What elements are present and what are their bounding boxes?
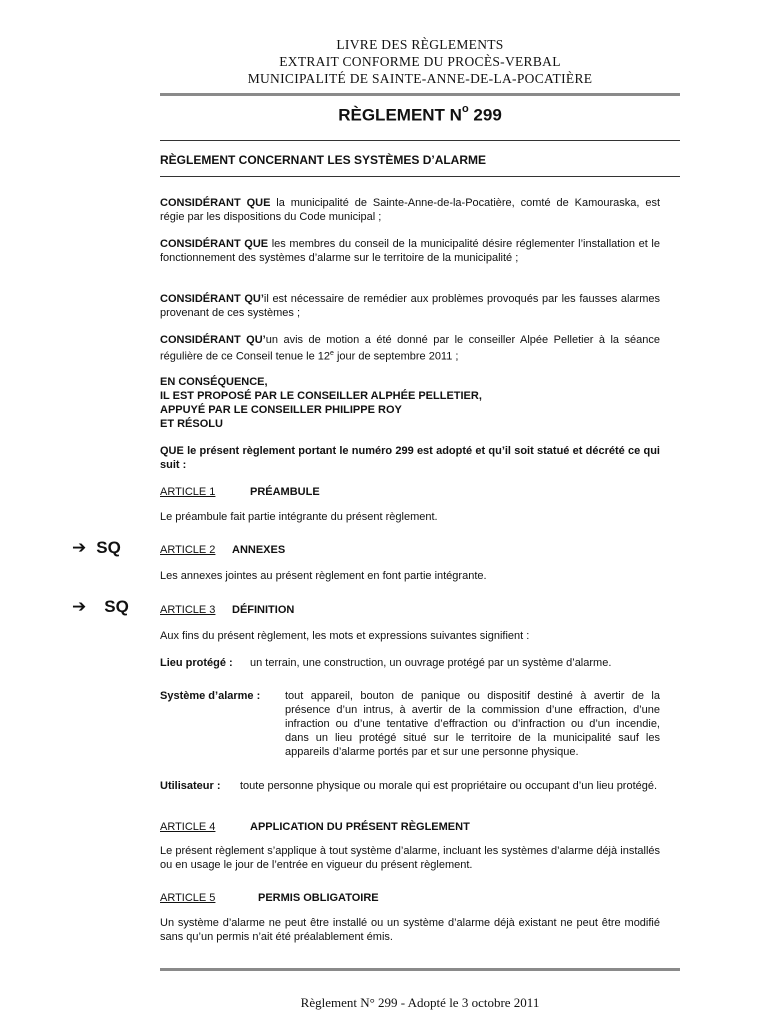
considerant-tail: jour de septembre 2011 ; <box>333 350 459 363</box>
definition-text: toute personne physique ou morale qui est propriétaire ou occupant d’un lieu protégé. <box>240 780 658 792</box>
header-line-1: LIVRE DES RÈGLEMENTS <box>336 37 504 52</box>
considerant-2 <box>160 237 660 265</box>
article-4-body: Le présent règlement s’applique à tout système d’alarme, incluant les systèmes d’alarme déjà installés ou en usage le jour de l’entrée en vigueur du présent règlement. <box>160 845 660 871</box>
side-marker-label: SQ <box>104 597 129 616</box>
article-number: ARTICLE 3 <box>160 604 216 616</box>
title-text: RÈGLEMENT N <box>338 105 462 125</box>
page-title <box>160 105 680 126</box>
title-number: 299 <box>468 105 502 125</box>
header-divider <box>160 93 680 96</box>
side-marker-article-2 <box>72 538 121 558</box>
article-2-heading <box>160 543 286 557</box>
header-line-2: EXTRAIT CONFORME DU PROCÈS-VERBAL <box>279 54 561 69</box>
side-marker-label: SQ <box>96 538 121 557</box>
footer-divider <box>160 968 680 971</box>
header-line-3: MUNICIPALITÉ DE SAINTE-ANNE-DE-LA-POCATIÈRE <box>247 71 593 86</box>
adoption-statement: QUE le présent règlement portant le numéro 299 est adopté et qu’il soit statué et décrété ce qui suit : <box>160 445 660 471</box>
right-arrow-icon: ➔ <box>72 538 87 557</box>
considerant-lead: CONSIDÉRANT QUE <box>160 197 271 209</box>
article-4-heading <box>160 820 470 834</box>
definition-text: tout appareil, bouton de panique ou dispositif destiné à avertir de la présence d’un intrus, à avertir de la commission d’une effraction, d’une infraction ou d’une tentative d’effraction ou d’infraction ou d’un incendie, dans un lieu protégé situé sur le territoire de la municipalité sauf les appareils d’alarme portés par et sur une personne physique. <box>285 690 660 758</box>
page-footer: Règlement N° 299 - Adopté le 3 octobre 2011 <box>300 995 540 1010</box>
consequence-line-4: ET RÉSOLU <box>160 418 223 430</box>
considerant-3 <box>160 292 660 320</box>
article-title: ANNEXES <box>232 544 286 556</box>
considerant-text: les membres du conseil de la municipalité désire réglementer l’installation et le fonctionnement des systèmes d’alarme sur le territoire de la municipalité ; <box>160 238 660 264</box>
title-divider <box>160 140 680 141</box>
subtitle-divider <box>160 176 680 177</box>
article-title: APPLICATION DU PRÉSENT RÈGLEMENT <box>250 821 470 833</box>
considerant-lead: CONSIDÉRANT QUE <box>160 238 269 250</box>
considerant-superscript: e <box>330 350 334 357</box>
side-marker-article-3 <box>72 597 129 617</box>
document-header <box>160 36 680 87</box>
article-number: ARTICLE 4 <box>160 821 216 833</box>
article-number: ARTICLE 2 <box>160 544 216 556</box>
consequence-block <box>160 375 660 431</box>
right-arrow-icon: ➔ <box>72 597 87 616</box>
document-subtitle: RÈGLEMENT CONCERNANT LES SYSTÈMES D’ALARME <box>160 153 487 167</box>
definition-term: Lieu protégé : <box>160 657 233 669</box>
definition-term: Utilisateur : <box>160 780 221 792</box>
considerant-lead: CONSIDÉRANT QU’ <box>160 293 264 305</box>
consequence-line-1: EN CONSÉQUENCE, <box>160 376 268 388</box>
article-3-heading <box>160 603 295 617</box>
consequence-line-3: APPUYÉ PAR LE CONSEILLER PHILIPPE ROY <box>160 404 402 416</box>
article-title: PERMIS OBLIGATOIRE <box>258 892 379 904</box>
considerant-4 <box>160 333 660 364</box>
title-superscript: o <box>461 103 469 115</box>
article-5-heading <box>160 891 379 905</box>
consequence-line-2: IL EST PROPOSÉ PAR LE CONSEILLER ALPHÉE PELLETIER, <box>160 390 482 402</box>
considerant-text: un avis de motion a été donné par le conseiller Alpée Pelletier à la séance régulière de ce Conseil tenue le 12 <box>160 334 660 363</box>
article-5-body: Un système d’alarme ne peut être installé ou un système d’alarme déjà existant ne peut être modifié sans qu’un permis n’ait été préalablement émis. <box>160 917 660 943</box>
considerant-text: la municipalité de Sainte-Anne-de-la-Pocatière, comté de Kamouraska, est régie par les dispositions du Code municipal ; <box>160 197 660 223</box>
article-3-body: Aux fins du présent règlement, les mots et expressions suivantes signifient : <box>160 630 530 642</box>
article-title: DÉFINITION <box>232 604 295 616</box>
article-title: PRÉAMBULE <box>250 486 320 498</box>
article-1-body: Le préambule fait partie intégrante du présent règlement. <box>160 511 438 523</box>
definition-text: un terrain, une construction, un ouvrage protégé par un système d’alarme. <box>250 657 612 669</box>
definition-term: Système d’alarme : <box>160 690 261 702</box>
article-2-body: Les annexes jointes au présent règlement en font partie intégrante. <box>160 570 487 582</box>
considerant-lead: CONSIDÉRANT QU’ <box>160 334 266 346</box>
article-number: ARTICLE 1 <box>160 486 216 498</box>
article-1-heading <box>160 485 320 499</box>
article-number: ARTICLE 5 <box>160 892 216 904</box>
considerant-1 <box>160 196 660 224</box>
considerant-text: il est nécessaire de remédier aux problèmes provoqués par les fausses alarmes provenant de ces systèmes ; <box>160 293 661 319</box>
